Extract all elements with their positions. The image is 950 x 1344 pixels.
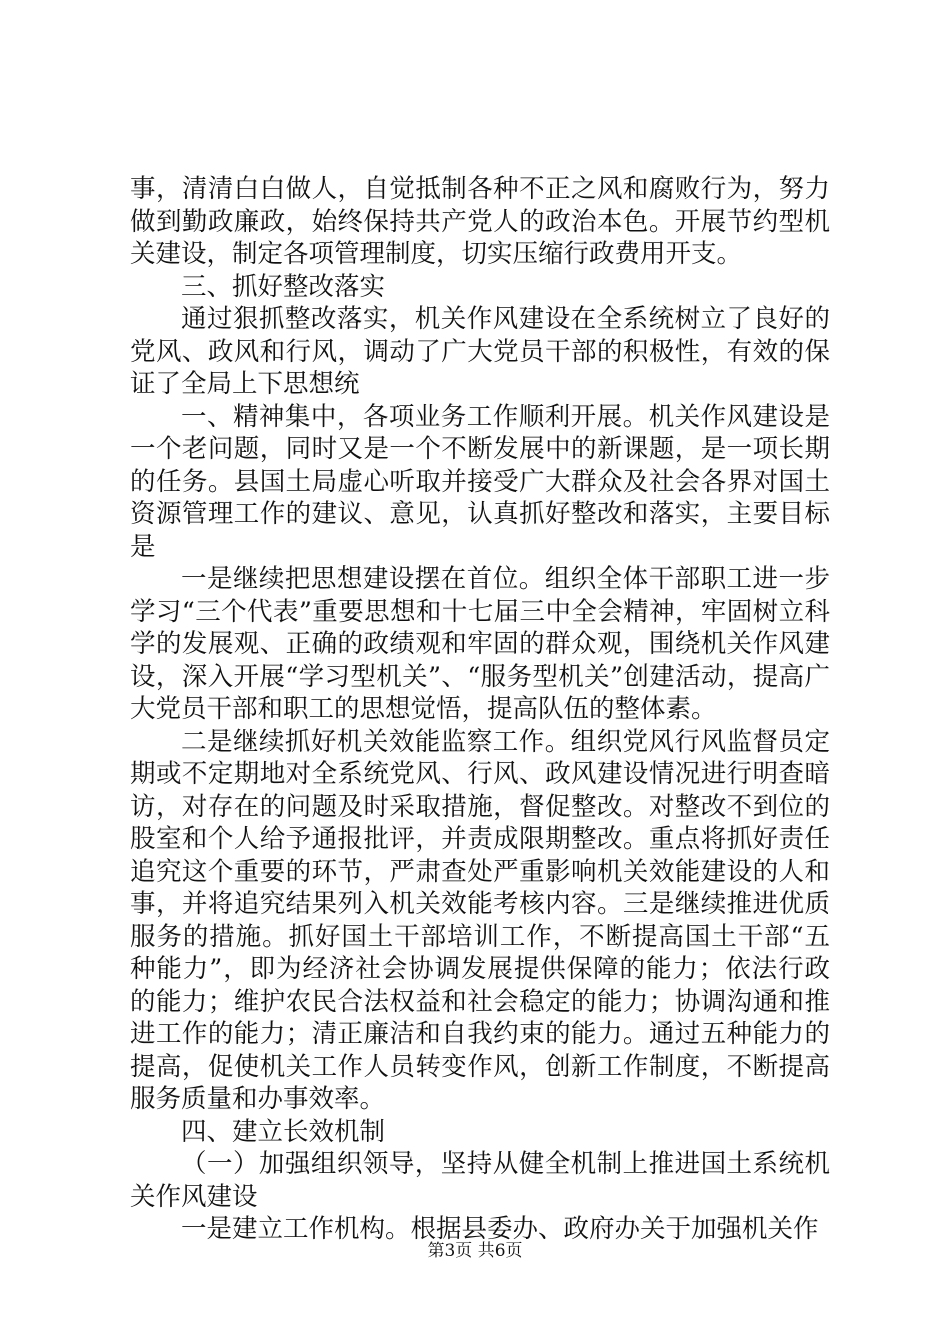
document-body: [130, 173, 830, 1246]
paragraph-6: 一是建立工作机构。根据县委办、政府办关于加强机关作: [181, 1214, 819, 1244]
paragraph-5: 二是继续抓好机关效能监察工作。组织党风行风监督员定期或不定期地对全系统党风、行风、政风建设情况进行明查暗访，对存在的问题及时采取措施，督促整改。对整改不到位的股室和个人给予通报批评，并责成限期整改。重点将抓好责任追究这个重要的环节，严肃查处严重影响机关效能建设的人和事，并将追究结果列入机关效能考核内容。三是继续推进优质服务的措施。抓好国土干部培训工作，不断提高国土干部“五种能力”，即为经济社会协调发展提供保障的能力；依法行政的能力；维护农民合法权益和社会稳定的能力；协调沟通和推进工作的能力；清正廉洁和自我约束的能力。通过五种能力的提高，促使机关工作人员转变作风，创新工作制度，不断提高服务质量和办事效率。: [130, 726, 830, 1114]
paragraph-1: 事，清清白白做人，自觉抵制各种不正之风和腐败行为，努力做到勤政廉政，始终保持共产党人的政治本色。开展节约型机关建设，制定各项管理制度，切实压缩行政费用开支。: [130, 174, 830, 269]
page-number-footer: 第3页 共6页: [427, 1241, 523, 1261]
subsection-heading-1: （一）加强组织领导，坚持从健全机制上推进国土系统机关作风建设: [130, 1149, 830, 1212]
paragraph-2: 通过狠抓整改落实，机关作风建设在全系统树立了良好的党风、政风和行风，调动了广大党员干部的积极性，有效的保证了全局上下思想统: [130, 304, 830, 399]
paragraph-4: 一是继续把思想建设摆在首位。组织全体干部职工进一步学习“三个代表”重要思想和十七届三中全会精神，牢固树立科学的发展观、正确的政绩观和牢固的群众观，围绕机关作风建设，深入开展“学习型机关”、“服务型机关”创建活动，提高广大党员干部和职工的思想觉悟，提高队伍的整体素。: [130, 564, 830, 724]
paragraph-3: 一、精神集中，各项业务工作顺利开展。机关作风建设是一个老问题，同时又是一个不断发展中的新课题，是一项长期的任务。县国土局虚心听取并接受广大群众及社会各界对国土资源管理工作的建议、意见，认真抓好整改和落实，主要目标是: [130, 401, 830, 562]
section-heading-4: 四、建立长效机制: [181, 1116, 386, 1147]
section-heading-3: 三、抓好整改落实: [181, 271, 386, 302]
